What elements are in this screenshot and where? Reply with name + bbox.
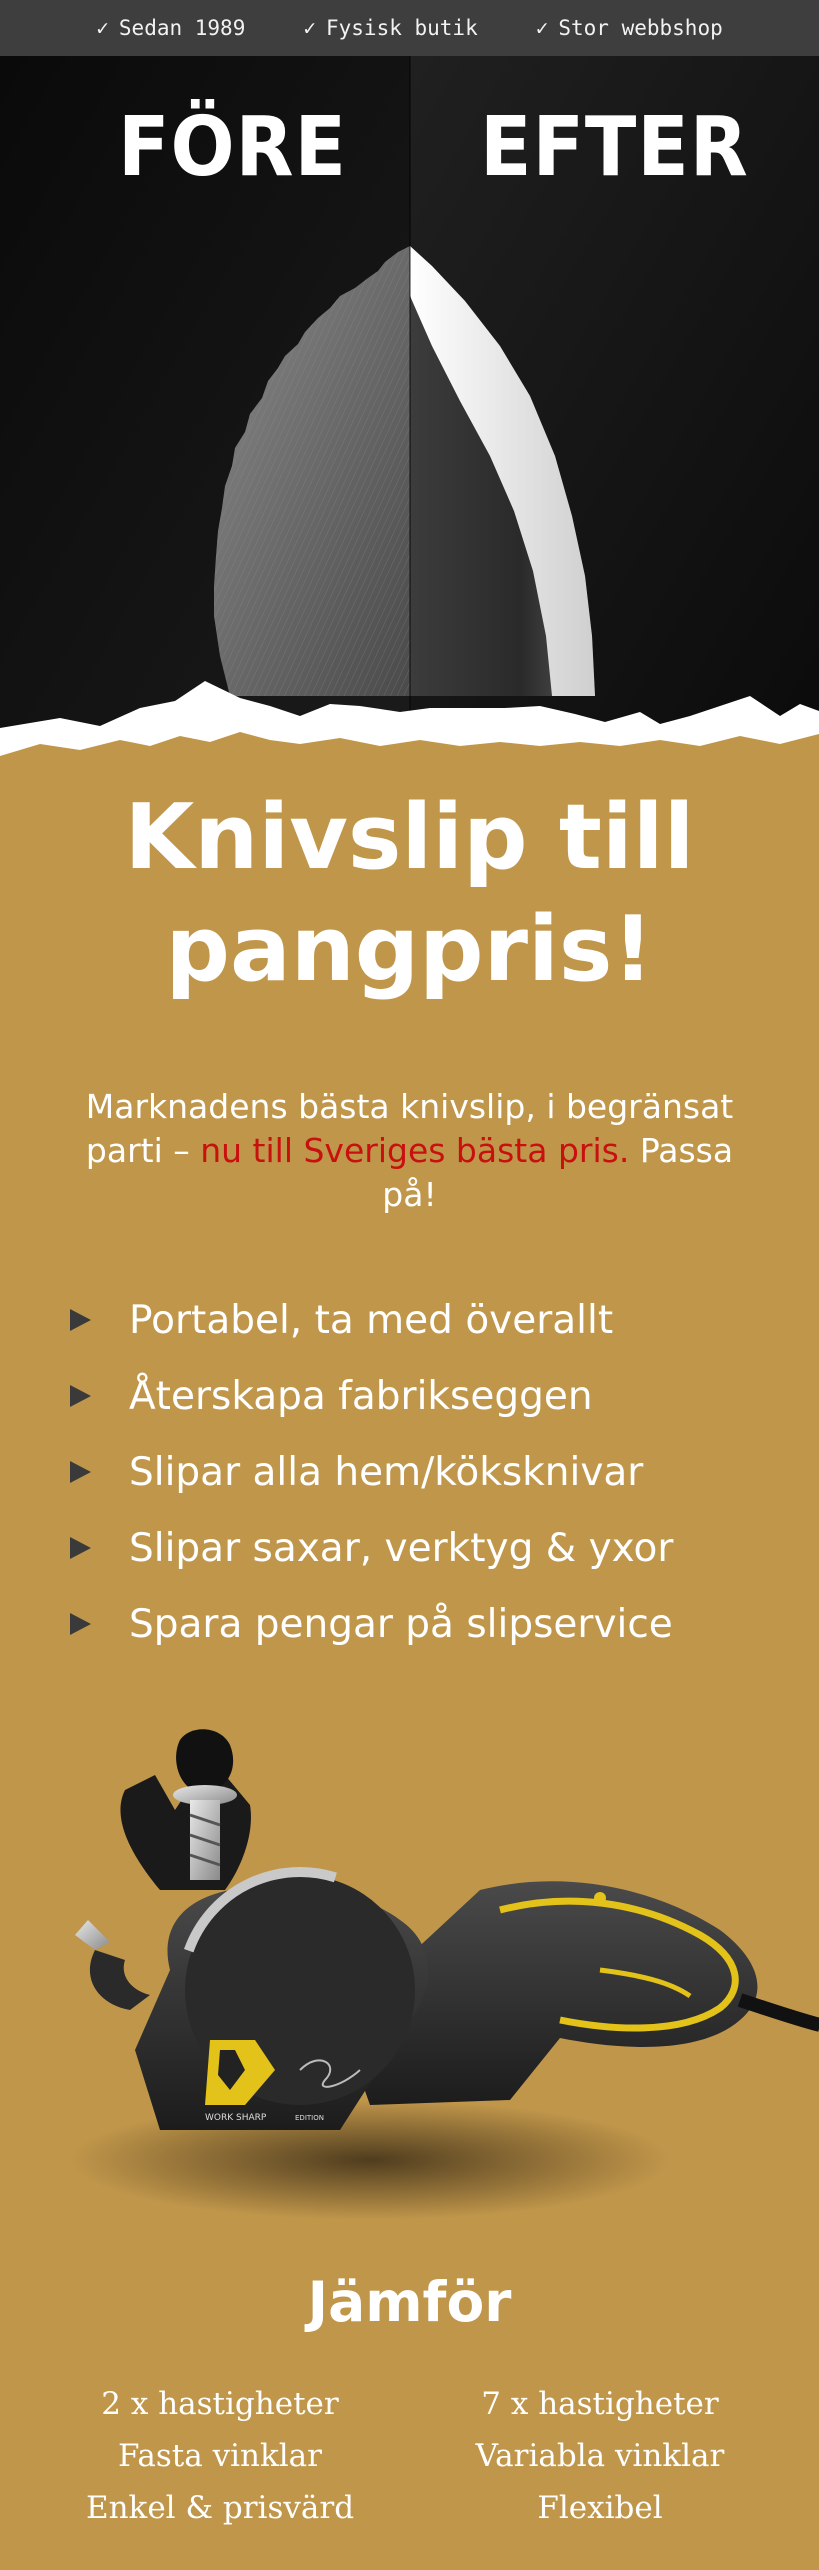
check-icon: ✓ <box>96 16 109 40</box>
feature-label: Slipar alla hem/köksknivar <box>129 1449 644 1495</box>
play-bullet-icon <box>70 1309 91 1331</box>
headline-line-1: Knivslip till <box>124 785 695 890</box>
compare-item: 2 x hastigheter <box>101 2386 339 2422</box>
intro-text-end: Passa på! <box>382 1131 734 1214</box>
feature-item <box>70 1366 593 1426</box>
before-after-hero <box>0 56 819 756</box>
trust-item-label: Fysisk butik <box>326 16 478 40</box>
headline-line-2: pangpris! <box>165 897 654 1002</box>
trust-item-label: Stor webbshop <box>558 16 723 40</box>
price-highlight: nu till Sveriges bästa pris. <box>200 1131 630 1170</box>
trust-item-label: Sedan 1989 <box>118 16 246 40</box>
intro-text-start: Marknadens bästa knivslip, i begränsat parti – <box>85 1087 734 1170</box>
before-label: FÖRE <box>118 100 347 195</box>
check-icon: ✓ <box>535 16 549 40</box>
compare-column-advanced <box>420 2378 780 2534</box>
compare-item: Fasta vinklar <box>118 2438 322 2474</box>
feature-label: Spara pengar på slipservice <box>129 1601 673 1647</box>
play-bullet-icon <box>70 1385 91 1407</box>
feature-label: Portabel, ta med överallt <box>129 1297 614 1343</box>
trust-item-since <box>96 16 245 40</box>
check-icon: ✓ <box>303 16 316 40</box>
feature-item <box>70 1442 643 1502</box>
compare-item: Variabla vinklar <box>475 2438 725 2474</box>
play-bullet-icon <box>70 1613 91 1635</box>
compare-item: 7 x hastigheter <box>481 2386 719 2422</box>
badge-text: WORK SHARP <box>205 2113 267 2123</box>
page-headline <box>0 782 819 1006</box>
feature-item <box>70 1290 613 1350</box>
badge-subtext: EDITION <box>295 2114 324 2122</box>
compare-item: Flexibel <box>537 2490 663 2526</box>
feature-item <box>70 1518 673 1578</box>
intro-text <box>70 1085 749 1217</box>
trust-bar <box>0 0 819 56</box>
compare-item: Enkel & prisvärd <box>85 2490 355 2526</box>
knife-sharpener-product-image <box>40 1720 819 2240</box>
trust-item-webshop <box>536 16 723 40</box>
play-bullet-icon <box>70 1461 91 1483</box>
compare-title: Jämför <box>307 2270 512 2334</box>
compare-column-basic <box>40 2378 400 2534</box>
feature-label: Återskapa fabrikseggen <box>129 1373 593 1419</box>
feature-item <box>70 1594 673 1654</box>
play-bullet-icon <box>70 1537 91 1559</box>
after-label: EFTER <box>480 100 749 195</box>
feature-label: Slipar saxar, verktyg & yxor <box>129 1525 674 1571</box>
trust-item-store <box>303 16 477 40</box>
